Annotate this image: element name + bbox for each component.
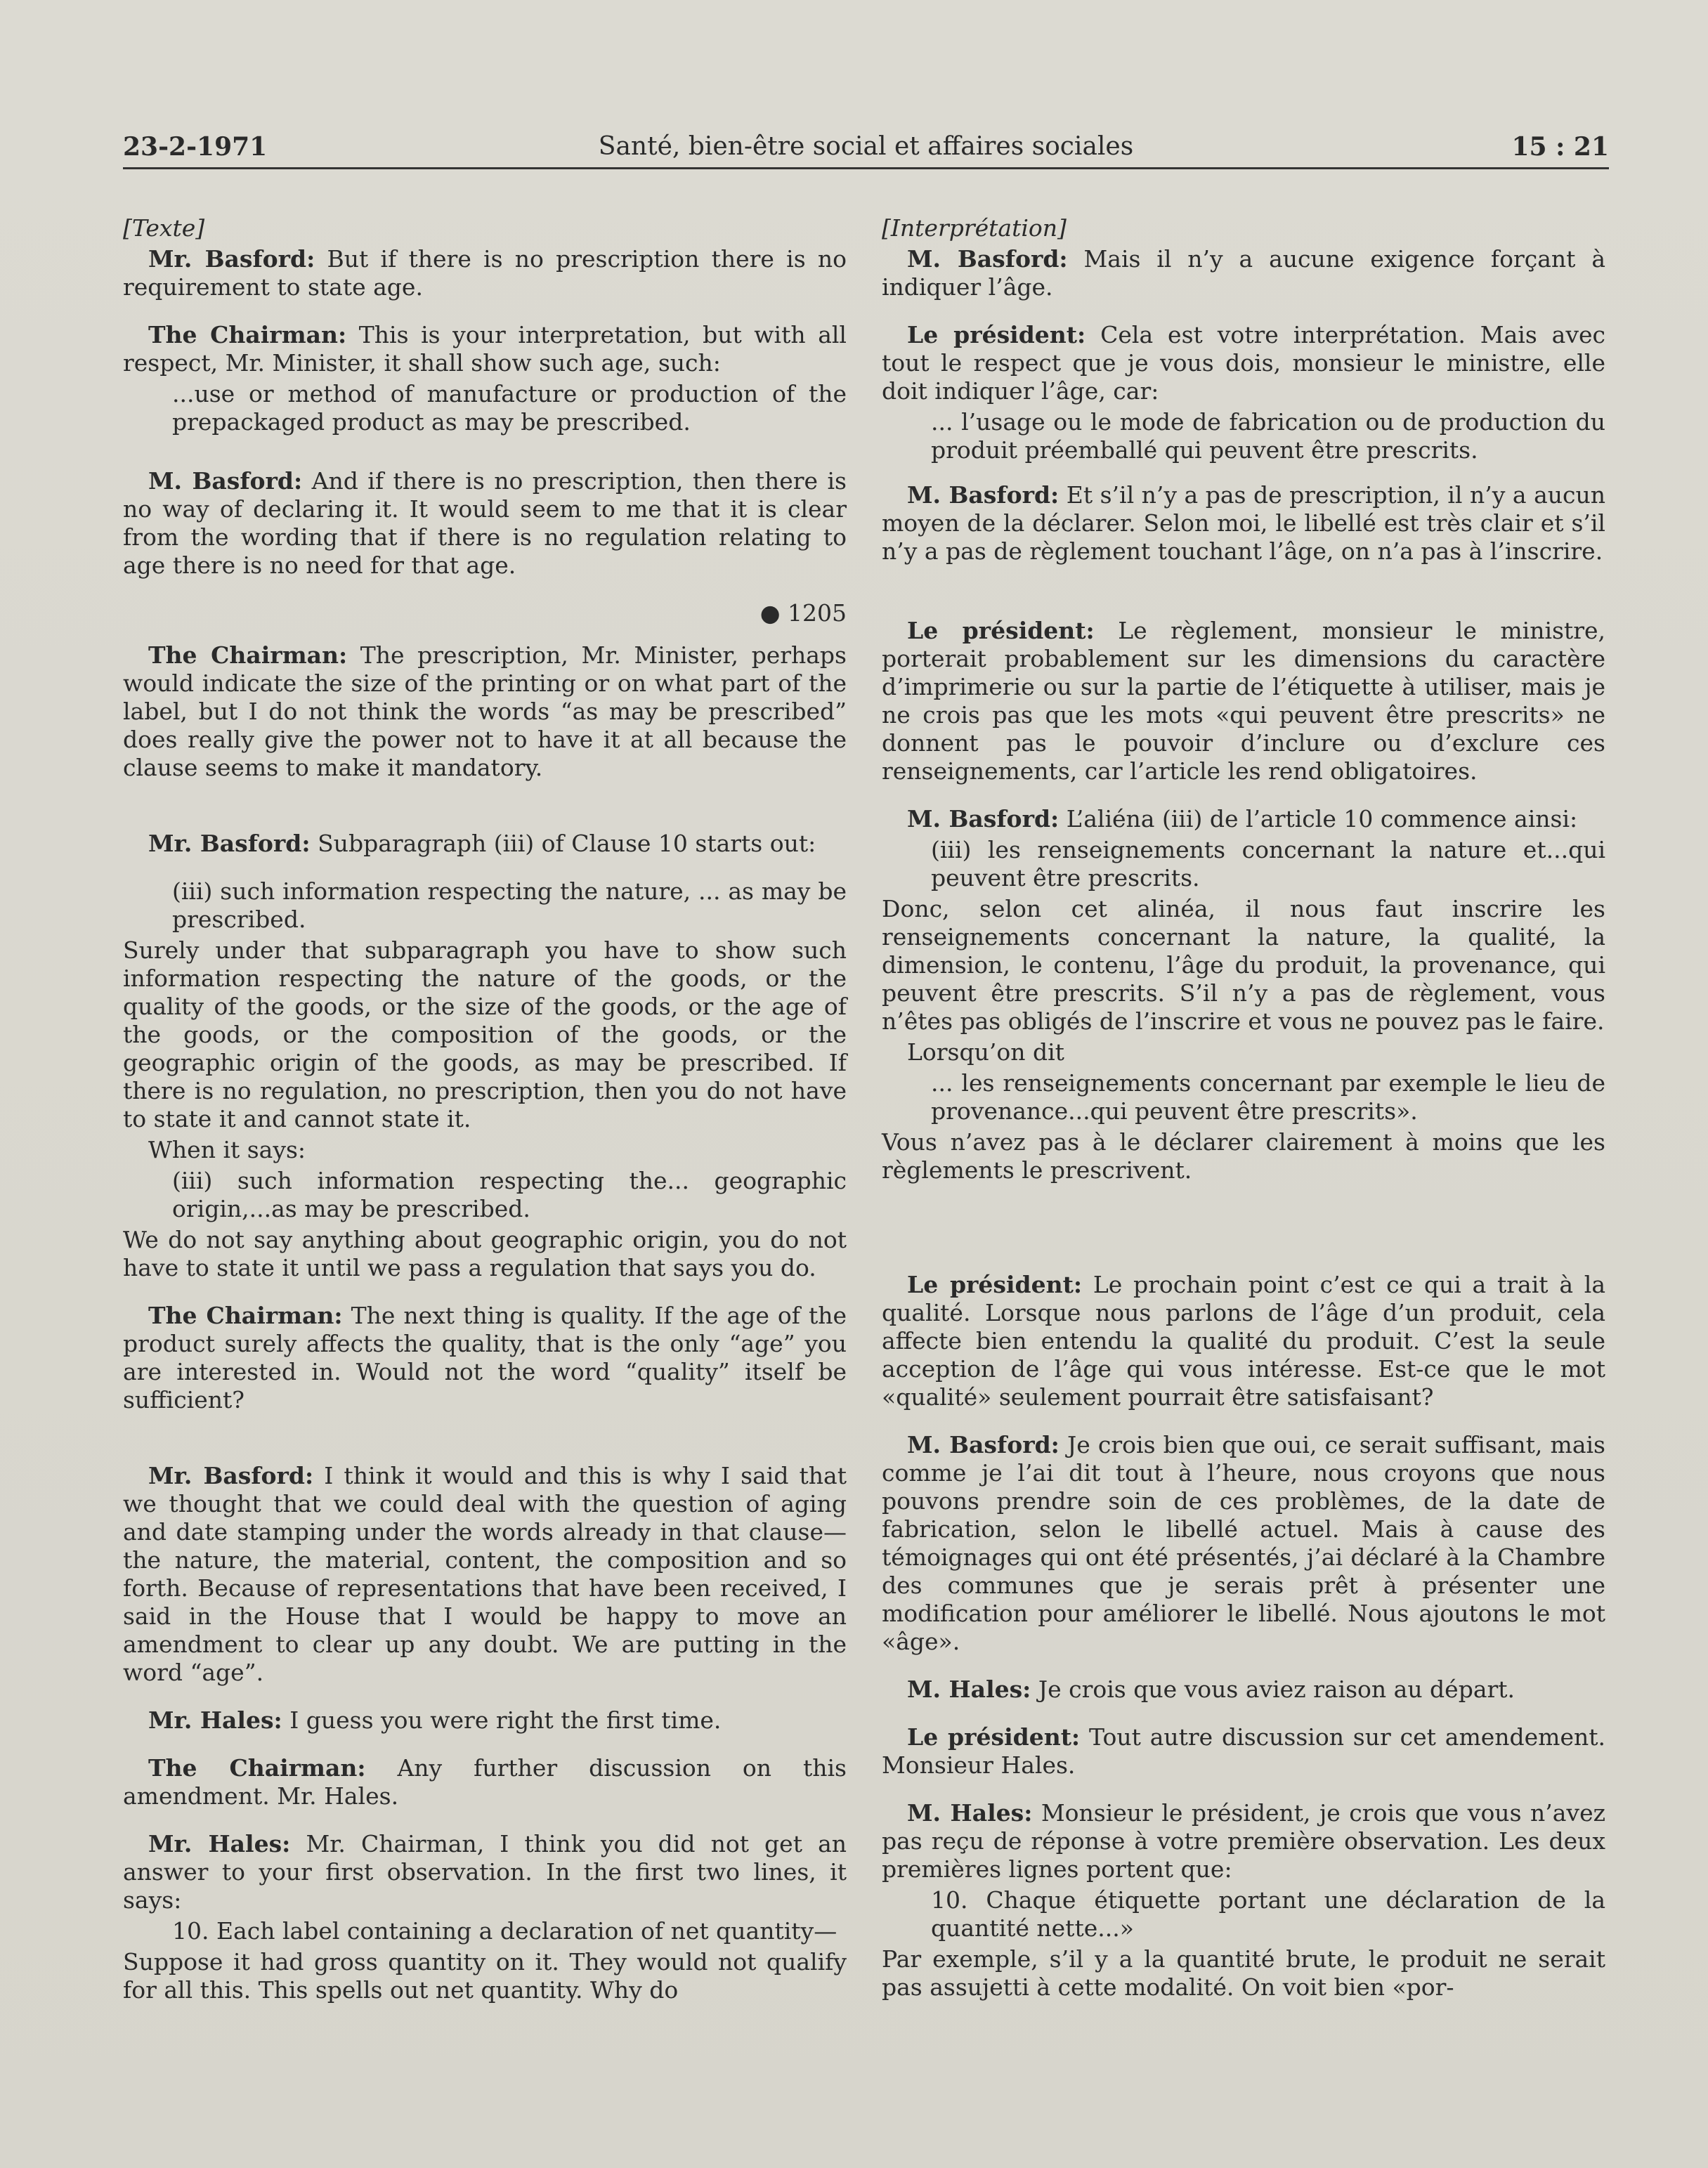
header-rule (123, 167, 1609, 169)
speech-text: And if there is no prescription, then there is no way of declaring it. It would seem to me that it is clear from the wording that if there is no regulation relating to age there is no need for that age. (123, 467, 847, 579)
french-column (882, 214, 1605, 2004)
speaker: M. Basford: (907, 805, 1060, 832)
paragraph: Suppose it had gross quantity on it. They would not qualify for all this. This spells out net quantity. Why do (123, 1948, 847, 2004)
speaker: The Chairman: (148, 321, 347, 348)
speaker: The Chairman: (148, 1754, 366, 1782)
speaker: Mr. Basford: (148, 245, 315, 273)
speaker: Le président: (907, 321, 1086, 348)
section-label: [Interprétation] (882, 214, 1067, 242)
paragraph (123, 1302, 847, 1414)
speaker: Mr. Basford: (148, 1462, 314, 1489)
section-label: [Texte] (123, 214, 205, 242)
paragraph: Surely under that subparagraph you have to show such information respecting the nature of the goods, or the quality of the goods, or the size of the goods, or the age of the goods, or the composition of the goods, or the geographic origin of the goods, as may be prescribed. If there is no regulation, no prescription, then you do not have to state it and cannot state it. (123, 936, 847, 1132)
speech-text: The prescription, Mr. Minister, perhaps would indicate the size of the printing or on what part of the label, but I do not think the words “as may be prescribed” does really give the power not to have it at all because the clause seems to make it mandatory. (123, 641, 847, 781)
speech-text: Le prochain point c’est ce qui a trait à la qualité. Lorsque nous parlons de l’âge d’un produit, cela affecte bien entendu la qualité du produit. C’est la seule acception de l’âge qui vous intéresse. Est-ce que le mot «qualité» seulement pourrait être satisfaisant? (882, 1271, 1605, 1411)
quotation: (iii) such information respecting the... geographic origin,...as may be prescribed. (172, 1167, 847, 1222)
quotation: ...use or method of manufacture or production of the prepackaged product as may be prescribed. (172, 380, 847, 436)
speech-text: Subparagraph (iii) of Clause 10 starts out: (318, 830, 816, 857)
speaker: Mr. Hales: (148, 1706, 282, 1734)
header-date: 23-2-1971 (123, 132, 268, 162)
paragraph (882, 481, 1605, 566)
paragraph (882, 1723, 1605, 1780)
quotation: 10. Each label containing a declaration of net quantity— (172, 1917, 837, 1945)
paragraph (123, 245, 847, 301)
speaker: M. Hales: (907, 1799, 1033, 1827)
time-marker: ● 1205 (760, 599, 847, 627)
speaker: M. Basford: (148, 467, 303, 495)
quotation: 10. Chaque étiquette portant une déclaration de la quantité nette...» (931, 1886, 1605, 1942)
paragraph (123, 1830, 847, 1914)
speaker: M. Basford: (907, 245, 1068, 273)
paragraph (123, 830, 847, 858)
speech-text: Cela est votre interprétation. Mais avec tout le respect que je vous dois, monsieur le ministre, elle doit indiquer l’âge, car: (882, 321, 1606, 405)
paragraph: Vous n’avez pas à le déclarer clairement à moins que les règlements le prescrivent. (882, 1128, 1605, 1184)
paragraph (123, 641, 847, 782)
speech-text: Tout autre discussion sur cet amendement. Monsieur Hales. (882, 1723, 1605, 1779)
paragraph: When it says: (148, 1136, 306, 1163)
header-title: Santé, bien-être social et affaires sociales (598, 132, 1134, 161)
paragraph: Lorsqu’on dit (907, 1038, 1064, 1066)
paragraph (882, 1799, 1605, 1883)
paragraph (882, 1676, 1605, 1704)
speech-text: This is your interpretation, but with all respect, Mr. Minister, it shall show such age, such: (123, 321, 847, 377)
paragraph (123, 467, 847, 580)
paragraph (882, 805, 1605, 833)
speaker: Mr. Hales: (148, 1830, 291, 1857)
paragraph (882, 617, 1605, 785)
speech-text: Je crois que vous aviez raison au départ. (1038, 1676, 1515, 1703)
speech-text: But if there is no prescription there is no requirement to state age. (123, 245, 847, 301)
speech-text: I guess you were right the first time. (289, 1706, 722, 1734)
paragraph (882, 1271, 1605, 1411)
paragraph: We do not say anything about geographic origin, you do not have to state it until we pass a regulation that says you do. (123, 1226, 847, 1281)
paragraph (882, 245, 1605, 301)
speech-text: The next thing is quality. If the age of the product surely affects the quality, that is the only “age” you are interested in. Would not the word “quality” itself be sufficient? (123, 1302, 847, 1413)
quotation: ... l’usage ou le mode de fabrication ou de production du produit préemballé qui peuvent être prescrits. (931, 408, 1605, 464)
speech-text: Mr. Chairman, I think you did not get an answer to your first observation. In the first two lines, it says: (123, 1830, 847, 1914)
speech-text: Any further discussion on this amendment. Mr. Hales. (123, 1754, 847, 1810)
speaker: Mr. Basford: (148, 830, 311, 857)
header-page-number: 15 : 21 (1511, 132, 1609, 162)
english-column (123, 214, 847, 2007)
speaker: The Chairman: (148, 1302, 343, 1329)
paragraph (123, 321, 847, 377)
speech-text: Et s’il n’y a pas de prescription, il n’y a aucun moyen de la déclarer. Selon moi, le libellé est très clair et s’il n’y a pas de règlement touchant l’âge, on n’a pas à l’inscrire. (882, 481, 1605, 565)
paragraph: Par exemple, s’il y a la quantité brute, le produit ne serait pas assujetti à cette modalité. On voit bien «por- (882, 1945, 1605, 2001)
quotation: (iii) such information respecting the nature, ... as may be prescribed. (172, 877, 847, 933)
quotation: ... les renseignements concernant par exemple le lieu de provenance...qui peuvent être prescrits». (931, 1069, 1605, 1125)
speech-text: Mais il n’y a aucune exigence forçant à indiquer l’âge. (882, 245, 1605, 301)
speech-text: Monsieur le président, je crois que vous n’avez pas reçu de réponse à votre première observation. Les deux premières lignes portent que: (882, 1799, 1605, 1883)
speaker: Le président: (907, 1271, 1083, 1298)
paragraph (123, 1462, 847, 1687)
speaker: M. Basford: (907, 1431, 1060, 1458)
speech-text: Je crois bien que oui, ce serait suffisant, mais comme je l’ai dit tout à l’heure, nous croyons que nous pouvons prendre soin de ces problèmes, de la date de fabrication, selon le libellé actuel. Mais à cause des témoignages qui ont été présentés, j’ai déclaré à la Chambre des communes que je serais prêt à présenter une modification pour améliorer le libellé. Nous ajoutons le mot «âge». (882, 1431, 1605, 1655)
speaker: The Chairman: (148, 641, 348, 669)
speaker: M. Basford: (907, 481, 1060, 509)
speaker: M. Hales: (907, 1676, 1031, 1703)
speaker: Le président: (907, 617, 1095, 644)
paragraph (123, 1706, 847, 1735)
speech-text: L’aliéna (iii) de l’article 10 commence ainsi: (1066, 805, 1578, 832)
paragraph (882, 321, 1605, 405)
paragraph: Donc, selon cet alinéa, il nous faut inscrire les renseignements concernant la nature, la qualité, la dimension, le contenu, l’âge du produit, la provenance, qui peuvent être prescrits. S’il n’y a pas de règlement, vous n’êtes pas obligés de l’inscrire et vous ne pouvez pas le faire. (882, 895, 1605, 1035)
quotation: (iii) les renseignements concernant la nature et...qui peuvent être prescrits. (931, 836, 1605, 892)
speech-text: Le règlement, monsieur le ministre, porterait probablement sur les dimensions du caractère d’imprimerie ou sur la partie de l’étiquette à utiliser, mais je ne crois pas que les mots «qui peuvent être prescrits» ne donnent pas le pouvoir d’inclure ou d’exclure ces renseignements, car l’article les rend obligatoires. (882, 617, 1605, 785)
speaker: Le président: (907, 1723, 1081, 1751)
paragraph (882, 1431, 1605, 1656)
paragraph (123, 1754, 847, 1810)
running-header (123, 132, 1609, 166)
speech-text: I think it would and this is why I said that we thought that we could deal with the question of aging and date stamping under the words already in that clause—the nature, the material, content, the composition and so forth. Because of representations that have been received, I said in the House that I would be happy to move an amendment to clear up any doubt. We are putting in the word “age”. (123, 1462, 847, 1686)
